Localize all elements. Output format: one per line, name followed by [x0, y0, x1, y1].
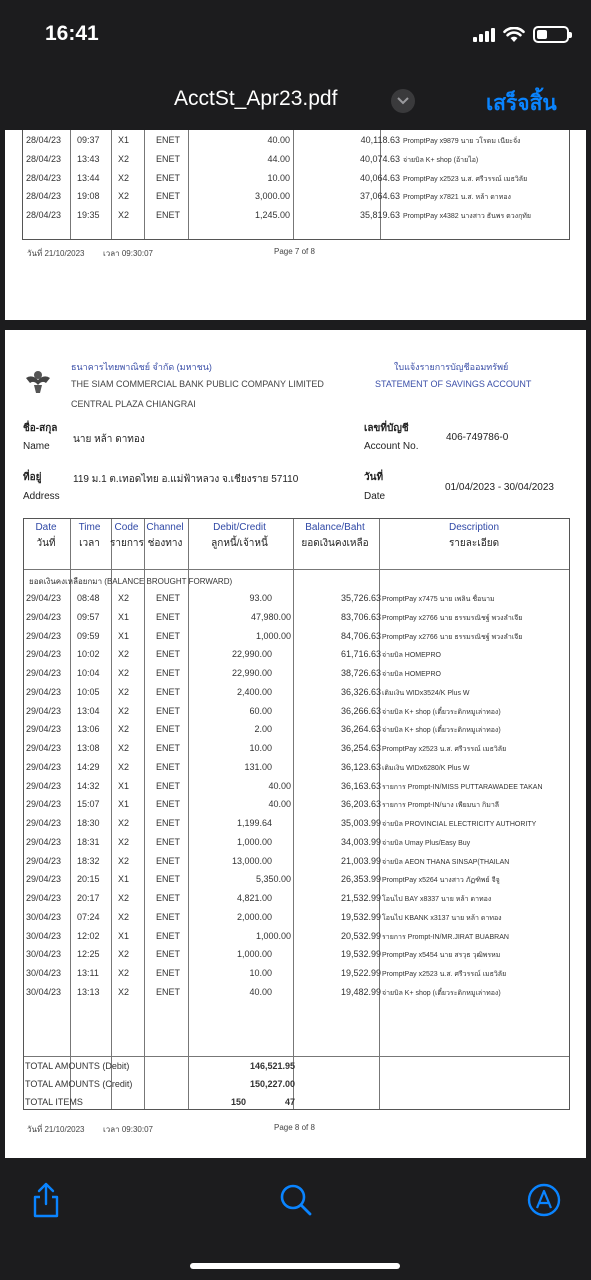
debit-cell: 60.00	[249, 705, 272, 716]
debit-cell: 10.00	[249, 743, 272, 753]
code-cell: X1	[118, 630, 130, 641]
balance-cell: 36,163.63	[340, 780, 381, 791]
code-cell: X2	[118, 593, 130, 603]
column-header-th: รายละเอียด	[448, 538, 500, 549]
status-time: 16:41	[45, 22, 99, 45]
time-cell: 19:08	[77, 191, 100, 202]
account-holder-name: นาย หล้า ดาทอง	[73, 434, 145, 445]
code-cell: X2	[118, 705, 130, 716]
time-cell: 09:57	[77, 611, 100, 622]
channel-cell: ENET	[156, 630, 181, 641]
description-cell: PromptPay x4382 นางสาว ธันพร ตวงกุทัย	[403, 213, 532, 221]
branch-name: CENTRAL PLAZA CHIANGRAI	[71, 399, 196, 409]
channel-cell: ENET	[156, 153, 181, 164]
description-cell: รายการ Prompt-IN/MISS PUTTARAWADEE TAKAN	[382, 783, 543, 791]
time-cell: 18:32	[77, 855, 100, 866]
time-cell: 08:48	[77, 593, 100, 603]
table-row	[26, 777, 571, 796]
table-row	[26, 795, 571, 814]
time-cell: 18:30	[77, 818, 100, 828]
statement-title-en: STATEMENT OF SAVINGS ACCOUNT	[375, 379, 532, 389]
table-row	[26, 833, 571, 852]
channel-cell: ENET	[156, 593, 181, 603]
time-cell: 15:07	[77, 799, 100, 810]
date-cell: 29/04/23	[26, 668, 62, 678]
channel-cell: ENET	[156, 986, 181, 997]
channel-cell: ENET	[156, 668, 181, 678]
markup-button[interactable]	[524, 1180, 564, 1220]
balance-cell: 19,532.99	[340, 949, 381, 960]
description-cell: จ่ายบิล HOMEPRO	[382, 671, 441, 678]
home-indicator[interactable]	[190, 1263, 400, 1269]
page-footer-date: วันที่ 21/10/2023	[27, 1125, 85, 1134]
balance-cell: 19,532.99	[340, 911, 381, 922]
bank-name-th: ธนาคารไทยพาณิชย์ จำกัด (มหาชน)	[71, 362, 212, 372]
date-label-th: วันที่	[364, 472, 384, 483]
channel-cell: ENET	[156, 686, 181, 697]
balance-cell: 61,716.63	[340, 649, 381, 660]
date-cell: 30/04/23	[26, 986, 62, 997]
debit-cell: 1,000.00	[236, 949, 272, 960]
description-cell: PromptPay x2523 น.ส. ศรีวรรณ์ เมธวิลัย	[403, 175, 528, 183]
bank-emblem-icon	[24, 368, 52, 394]
table-row	[26, 131, 571, 150]
code-cell: X2	[118, 761, 130, 772]
time-cell: 20:17	[77, 893, 100, 903]
column-header	[110, 522, 143, 551]
document-title[interactable]: AcctSt_Apr23.pdf	[174, 87, 338, 110]
account-label-th: เลขที่บัญชี	[364, 423, 409, 434]
date-cell: 29/04/23	[26, 799, 62, 810]
column-header	[23, 522, 69, 551]
balance-cell: 84,706.63	[340, 630, 381, 641]
page-footer-time: เวลา 09:30:07	[103, 1125, 153, 1134]
date-cell: 29/04/23	[26, 686, 62, 697]
total-items-debit: 150	[231, 1097, 247, 1107]
page-footer-date: วันที่ 21/10/2023	[27, 249, 85, 258]
balance-cell: 34,003.99	[340, 836, 381, 847]
table-row	[26, 889, 571, 908]
page-footer-time: เวลา 09:30:07	[103, 249, 153, 258]
description-cell: PromptPay x2766 นาย ธรรมรณิชฐ์ พวงลำเจีย	[382, 633, 523, 641]
debit-cell: 22,990.00	[231, 668, 272, 678]
pdf-page-8: ธนาคารไทยพาณิชย์ จำกัด (มหาชน) THE SIAM COMMERCIAL BANK PUBLIC COMPANY LIMITED CENTRAL PLAZA CHIANGRAI ใบแจ้งรายการบัญชีออมทรัพย์ STATEMENT OF SAVINGS ACCOUNT ชื่อ-สกุล Name นาย หล้า ดาทอง เลขที่บัญชี Account No. 406-749786-0 ที่อยู่ Address 119 ม.1 ต.เทอดไทย อ.แม่ฟ้าหลวง จ.เชียงราย 57110 วันที่ Date 01/04/2023 - 30/04/2023 Date วันที่ Time เวลา Code รายการ Channel ช่องทาง Debit/Credit ลูกหนี้/เจ้าหนี้ Balance/Baht ยอดเงินคงเหลือ Description รายละเอียด ยอดเงินคงเหลือยกมา (BALANCE BROUGHT FORWARD) 29/04/23 08:48 X2 ENET 93.00 35,726.63 PromptPay x7475 นาย เพลิน ชื่อนาม 29/04/23 09:57 X1 ENET 47,980.00 83,706.63 PromptPay x2766 นาย ธรรมรณิชฐ์ พวงลำเจีย 29/04/23 09:59 X1 ENET 1,000.00 84,706.63 PromptPay x2766 นาย ธรรมรณิชฐ์ พวงลำเจีย 29/04/23 10:02 X2 ENET 22,990.00 61,716.63 จ่ายบิล HOMEPRO 29/04/23 10:04 X2 ENET 22,990.00 38,726.63 จ่ายบิล HOMEPRO 29/04/23 10:05 X2 ENET 2,400.00 36,326.63 เติมเงิน WIDx3524/K Plus W 29/04/23 13:04 X2 ENET 60.00 36,266.63 จ่ายบิล K+ shop (เตี๋ยวระดิกหมูเล่าทอง) 29/04/23 13:06 X2 ENET 2.00 36,264.63 จ่ายบิล K+ shop (เตี๋ยวระดิกหมูเล่าทอง) 29/04/23 13:08 X2 ENET 10.00 36,254.63 PromptPay x2523 น.ส. ศรีวรรณ์ เมธวิลัย 29/04/23 14:29 X2 ENET 131.00 36,123.63 เติมเงิน WIDx6280/K Plus W 29/04/23 14:32 X1 ENET 40.00 36,163.63 รายการ Prompt-IN/MISS PUTTARAWADEE TAKAN 29/04/23 15:07 X1 ENET 40.00 36,203.63 รายการ Prompt-IN/นาง เพียมนา กิมาลี 29/04/23 18:30 X2 ENET 1,199.64 35,003.99 จ่ายบิล PROVINCIAL ELECTRICITY AUTHORITY 29/04/23 18:31 X2 ENET 1,000.00 34,003.99 จ่ายบิล Umay Plus/Easy Buy 29/04/23 18:32 X2 ENET 13,000.00 21,003.99 จ่ายบิล AEON THANA SINSAP(THAILAN 29/04/23 20:15 X1 ENET 5,350.00 26,353.99 PromptPay x5264 นางสาว ภัฏฑิพย์ จีจู 29/04/23 20:17 X2 ENET 4,821.00 21,532.99 โอนไป BAY x8337 นาย หล้า ดาทอง 30/04/23 07:24 X2 ENET 2,000.00 19,532.99 โอนไป KBANK x3137 นาย หล้า ดาทอง 30/04/23 12:02 X1 ENET 1,000.00 20,532.99 รายการ Prompt-IN/MR.JIRAT BUABRAN 30/04/23 12:25 X2 ENET 1,000.00 19,532.99 PromptPay x5454 นาย สรวุธ วุฒิพรหม 30/04/23 13:11 X2 ENET 10.00 19,522.99 PromptPay x2523 น.ส. ศรีวรรณ์ เมธวิลัย 30/04/23 13:13 X2 ENET 40.00 19,482.99 จ่ายบิล K+ shop (เตี๋ยวระดิกหมูเล่าทอง) TOTAL AMOUNTS (Debit) 146,521.95 TOTAL AMOUNTS (Credit) 150,227.00 TOTAL ITEMS 150 47 วันที่ 21/10/2023 เวลา 09:30:07 Page 8 of 8	[5, 330, 586, 1158]
table-row	[26, 814, 571, 833]
address-label-th: ที่อยู่	[23, 472, 42, 483]
time-cell: 10:04	[77, 668, 100, 678]
table-row	[26, 983, 571, 1002]
column-header	[69, 522, 110, 551]
credit-cell: 1,000.00	[255, 930, 291, 941]
date-cell: 29/04/23	[26, 611, 62, 622]
code-cell: X1	[118, 930, 130, 941]
debit-cell: 2,400.00	[236, 686, 272, 697]
debit-cell: 10.00	[249, 968, 272, 978]
column-header-th: ยอดเงินคงเหลือ	[301, 538, 369, 549]
description-cell: PromptPay x5264 นางสาว ภัฏฑิพย์ จีจู	[382, 877, 500, 885]
channel-cell: ENET	[156, 799, 181, 810]
table-row	[26, 964, 571, 983]
column-header-th: ลูกหนี้/เจ้าหนี้	[211, 538, 268, 549]
channel-cell: ENET	[156, 705, 181, 716]
account-number: 406-749786-0	[446, 432, 509, 443]
table-row	[26, 627, 571, 646]
total-debit-label: TOTAL AMOUNTS (Debit)	[25, 1061, 130, 1071]
status-bar	[0, 0, 591, 70]
code-cell: X2	[118, 893, 130, 903]
debit-cell: 1,199.64	[236, 818, 272, 828]
column-header-th: ช่องทาง	[147, 538, 183, 549]
code-cell: X2	[118, 153, 130, 164]
code-cell: X2	[118, 818, 130, 828]
channel-cell: ENET	[156, 930, 181, 941]
column-header-en: Code	[114, 522, 139, 533]
column-header	[292, 522, 378, 551]
column-header	[378, 522, 570, 551]
nav-bar	[0, 78, 591, 122]
page-footer-number: Page 7 of 8	[274, 247, 315, 256]
channel-cell: ENET	[156, 210, 181, 221]
code-cell: X2	[118, 668, 130, 678]
description-cell: จ่ายบิล AEON THANA SINSAP(THAILAN	[382, 858, 510, 866]
code-cell: X2	[118, 724, 130, 735]
debit-cell: 40.00	[249, 986, 272, 997]
time-cell: 18:31	[77, 836, 100, 847]
code-cell: X2	[118, 191, 130, 202]
search-icon	[276, 1180, 316, 1220]
date-cell: 30/04/23	[26, 911, 62, 922]
channel-cell: ENET	[156, 836, 181, 847]
code-cell: X2	[118, 210, 130, 221]
balance-cell: 36,203.63	[340, 799, 381, 810]
time-cell: 13:44	[77, 172, 100, 183]
table-row	[26, 664, 571, 683]
channel-cell: ENET	[156, 780, 181, 791]
page-footer-number: Page 8 of 8	[274, 1123, 315, 1132]
description-cell: PromptPay x2523 น.ส. ศรีวรรณ์ เมธวิลัย	[382, 971, 507, 978]
credit-cell: 40.00	[268, 799, 291, 810]
balance-cell: 37,064.63	[359, 191, 400, 202]
column-header-en: Date	[35, 522, 57, 533]
date-cell: 29/04/23	[26, 893, 62, 903]
table-row	[26, 720, 571, 739]
balance-cell: 20,532.99	[340, 930, 381, 941]
description-cell: จ่ายบิล K+ shop (เตี๋ยวระดิกหมูเล่าทอง)	[382, 708, 501, 716]
balance-cell: 21,532.99	[340, 893, 381, 903]
code-cell: X2	[118, 649, 130, 660]
time-cell: 13:06	[77, 724, 100, 735]
time-cell: 20:15	[77, 874, 100, 885]
time-cell: 14:32	[77, 780, 100, 791]
table-row	[26, 908, 571, 927]
channel-cell: ENET	[156, 818, 181, 828]
date-label-en: Date	[364, 491, 386, 502]
description-cell: PromptPay x7475 นาย เพลิน ชื่อนาม	[382, 596, 495, 603]
channel-cell: ENET	[156, 893, 181, 903]
column-header-en: Balance/Baht	[305, 522, 365, 533]
table-row	[26, 927, 571, 946]
time-cell: 12:02	[77, 930, 100, 941]
time-cell: 13:11	[77, 968, 99, 978]
balance-cell: 35,819.63	[359, 210, 400, 221]
date-cell: 28/04/23	[26, 210, 62, 221]
code-cell: X2	[118, 949, 130, 960]
description-cell: PromptPay x2523 น.ส. ศรีวรรณ์ เมธวิลัย	[382, 746, 507, 753]
time-cell: 13:08	[77, 743, 100, 753]
debit-cell: 2,000.00	[236, 911, 272, 922]
table-row	[26, 945, 571, 964]
channel-cell: ENET	[156, 724, 181, 735]
code-cell: X2	[118, 986, 130, 997]
description-cell: โอนไป KBANK x3137 นาย หล้า ดาทอง	[382, 914, 502, 922]
balance-cell: 40,118.63	[360, 135, 400, 145]
channel-cell: ENET	[156, 649, 181, 660]
debit-cell: 4,821.00	[236, 893, 272, 903]
credit-cell: 1,000.00	[255, 630, 291, 641]
balance-cell: 36,266.63	[340, 705, 381, 716]
debit-cell: 40.00	[267, 135, 290, 145]
description-cell: PromptPay x7821 น.ส. หล้า ดาทอง	[403, 194, 511, 202]
code-cell: X2	[118, 911, 130, 922]
table-row	[26, 206, 571, 225]
table-row	[26, 870, 571, 889]
channel-cell: ENET	[156, 172, 181, 183]
balance-cell: 40,074.63	[359, 153, 400, 164]
search-button[interactable]	[276, 1180, 316, 1220]
balance-cell: 21,003.99	[340, 855, 381, 866]
credit-cell: 5,350.00	[255, 874, 291, 885]
date-cell: 29/04/23	[26, 593, 62, 603]
column-header-th: รายการ	[110, 538, 144, 549]
channel-cell: ENET	[156, 135, 181, 145]
date-cell: 29/04/23	[26, 705, 62, 716]
channel-cell: ENET	[156, 743, 181, 753]
date-cell: 29/04/23	[26, 724, 62, 735]
name-label-en: Name	[23, 441, 50, 452]
date-cell: 30/04/23	[26, 949, 62, 960]
description-cell: จ่ายบิล K+ shop (เตี๋ยวระดิกหมูเล่าทอง)	[382, 727, 501, 735]
cellular-signal-icon	[473, 28, 495, 42]
bottom-toolbar	[0, 1160, 591, 1280]
debit-cell: 44.00	[267, 153, 290, 164]
table-row	[26, 702, 571, 721]
total-items-credit: 47	[284, 1097, 295, 1107]
column-header-en: Time	[78, 522, 101, 533]
code-cell: X2	[118, 855, 130, 866]
battery-icon	[533, 26, 569, 43]
description-cell: PromptPay x9879 นาย วโรดม เนียะจั่ง	[403, 138, 521, 145]
credit-cell: 47,980.00	[250, 611, 291, 622]
date-cell: 28/04/23	[26, 153, 62, 164]
done-button[interactable]: เสร็จสิ้น	[486, 91, 557, 115]
code-cell: X2	[118, 172, 130, 183]
balance-cell: 36,326.63	[340, 686, 381, 697]
table-row	[26, 645, 571, 664]
table-row	[26, 608, 571, 627]
table-row	[26, 150, 571, 169]
total-items-row	[25, 1093, 295, 1112]
channel-cell: ENET	[156, 855, 181, 866]
time-cell: 12:25	[77, 949, 100, 960]
share-button[interactable]	[26, 1180, 66, 1220]
time-cell: 19:35	[77, 210, 100, 221]
credit-cell: 40.00	[268, 780, 291, 791]
debit-cell: 93.00	[249, 593, 272, 603]
date-cell: 29/04/23	[26, 630, 62, 641]
balance-cell: 36,254.63	[340, 743, 381, 753]
time-cell: 13:13	[77, 986, 100, 997]
time-cell: 10:02	[77, 649, 100, 660]
code-cell: X2	[118, 686, 130, 697]
debit-cell: 1,000.00	[236, 836, 272, 847]
description-cell: PromptPay x2766 นาย ธรรมรณิชฐ์ พวงลำเจีย	[382, 614, 523, 622]
date-cell: 29/04/23	[26, 874, 62, 885]
code-cell: X2	[118, 836, 130, 847]
description-cell: รายการ Prompt-IN/MR.JIRAT BUABRAN	[382, 933, 509, 941]
column-header-en: Debit/Credit	[213, 522, 266, 533]
channel-cell: ENET	[156, 611, 181, 622]
description-cell: จ่ายบิล K+ shop (อ้ายไอ)	[403, 156, 479, 164]
description-cell: จ่ายบิล PROVINCIAL ELECTRICITY AUTHORITY	[382, 821, 537, 828]
code-cell: X1	[118, 799, 130, 810]
total-debit-value: 146,521.95	[249, 1061, 295, 1071]
title-menu-chevron-icon[interactable]	[391, 89, 415, 113]
total-credit-row	[25, 1075, 295, 1094]
time-cell: 13:04	[77, 705, 100, 716]
description-cell: โอนไป BAY x8337 นาย หล้า ดาทอง	[382, 896, 492, 903]
time-cell: 10:05	[77, 686, 100, 697]
markup-icon	[524, 1180, 564, 1220]
debit-cell: 22,990.00	[231, 649, 272, 660]
time-cell: 09:37	[77, 135, 100, 145]
bank-name-en: THE SIAM COMMERCIAL BANK PUBLIC COMPANY LIMITED	[71, 379, 324, 389]
description-cell: จ่ายบิล Umay Plus/Easy Buy	[382, 839, 471, 847]
time-cell: 13:43	[77, 153, 100, 164]
total-credit-value: 150,227.00	[249, 1079, 295, 1089]
channel-cell: ENET	[156, 949, 181, 960]
balance-cell: 35,003.99	[340, 818, 381, 828]
code-cell: X1	[118, 611, 130, 622]
debit-cell: 1,245.00	[254, 210, 290, 221]
description-cell: เติมเงิน WIDx3524/K Plus W	[382, 689, 470, 697]
column-header-th: เวลา	[79, 538, 100, 549]
table-row	[26, 187, 571, 206]
channel-cell: ENET	[156, 191, 181, 202]
description-cell: จ่ายบิล HOMEPRO	[382, 652, 441, 660]
date-cell: 29/04/23	[26, 836, 62, 847]
name-label-th: ชื่อ-สกุล	[23, 423, 58, 434]
wifi-icon	[503, 27, 525, 43]
column-header-en: Description	[448, 522, 500, 533]
debit-cell: 13,000.00	[231, 855, 272, 866]
debit-cell: 10.00	[267, 172, 290, 183]
description-cell: PromptPay x5454 นาย สรวุธ วุฒิพรหม	[382, 952, 501, 960]
table-row	[26, 589, 571, 608]
code-cell: X2	[118, 968, 130, 978]
date-cell: 28/04/23	[26, 135, 62, 145]
table-row	[26, 852, 571, 871]
balance-cell: 83,706.63	[340, 611, 381, 622]
statement-title-th: ใบแจ้งรายการบัญชีออมทรัพย์	[394, 362, 509, 372]
description-cell: รายการ Prompt-IN/นาง เพียมนา กิมาลี	[382, 802, 500, 810]
account-label-en: Account No.	[364, 441, 419, 452]
pdf-page-7	[5, 130, 586, 320]
total-debit-row	[25, 1057, 295, 1076]
total-items-label: TOTAL ITEMS	[25, 1097, 83, 1107]
table-row	[26, 169, 571, 188]
column-header	[143, 522, 187, 551]
balance-cell: 36,264.63	[340, 724, 381, 735]
channel-cell: ENET	[156, 968, 181, 978]
channel-cell: ENET	[156, 874, 181, 885]
total-credit-label: TOTAL AMOUNTS (Credit)	[25, 1079, 133, 1089]
date-cell: 29/04/23	[26, 761, 62, 772]
date-cell: 30/04/23	[26, 968, 62, 978]
balance-cell: 26,353.99	[340, 874, 381, 885]
code-cell: X1	[118, 874, 130, 885]
channel-cell: ENET	[156, 761, 181, 772]
date-cell: 29/04/23	[26, 818, 62, 828]
date-cell: 28/04/23	[26, 191, 62, 202]
date-cell: 29/04/23	[26, 743, 62, 753]
code-cell: X2	[118, 743, 130, 753]
balance-cell: 40,064.63	[359, 172, 400, 183]
description-cell: เติมเงิน WIDx6280/K Plus W	[382, 764, 470, 772]
table-row	[26, 758, 571, 777]
address-value: 119 ม.1 ต.เทอดไทย อ.แม่ฟ้าหลวง จ.เชียงราย 57110	[73, 474, 299, 485]
time-cell: 09:59	[77, 630, 100, 641]
debit-cell: 2.00	[254, 724, 272, 735]
status-icons	[473, 26, 569, 43]
share-icon	[26, 1180, 66, 1220]
table-row	[26, 683, 571, 702]
column-header	[187, 522, 292, 551]
balance-cell: 38,726.63	[340, 668, 381, 678]
time-cell: 07:24	[77, 911, 100, 922]
time-cell: 14:29	[77, 761, 100, 772]
balance-cell: 36,123.63	[340, 761, 381, 772]
code-cell: X1	[118, 780, 130, 791]
statement-period: 01/04/2023 - 30/04/2023	[445, 482, 554, 493]
debit-cell: 3,000.00	[254, 191, 290, 202]
table-row	[26, 739, 571, 758]
address-label-en: Address	[23, 491, 60, 502]
date-cell: 29/04/23	[26, 780, 62, 791]
date-cell: 30/04/23	[26, 930, 62, 941]
date-cell: 29/04/23	[26, 649, 62, 660]
column-header-th: วันที่	[36, 538, 56, 549]
balance-cell: 35,726.63	[340, 593, 381, 603]
balance-cell: 19,482.99	[340, 986, 381, 997]
column-header-en: Channel	[146, 522, 184, 533]
date-cell: 29/04/23	[26, 855, 62, 866]
code-cell: X1	[118, 135, 130, 145]
channel-cell: ENET	[156, 911, 181, 922]
description-cell: จ่ายบิล K+ shop (เตี๋ยวระดิกหมูเล่าทอง)	[382, 989, 501, 997]
debit-cell: 131.00	[244, 761, 272, 772]
balance-cell: 19,522.99	[340, 968, 381, 978]
date-cell: 28/04/23	[26, 172, 62, 183]
